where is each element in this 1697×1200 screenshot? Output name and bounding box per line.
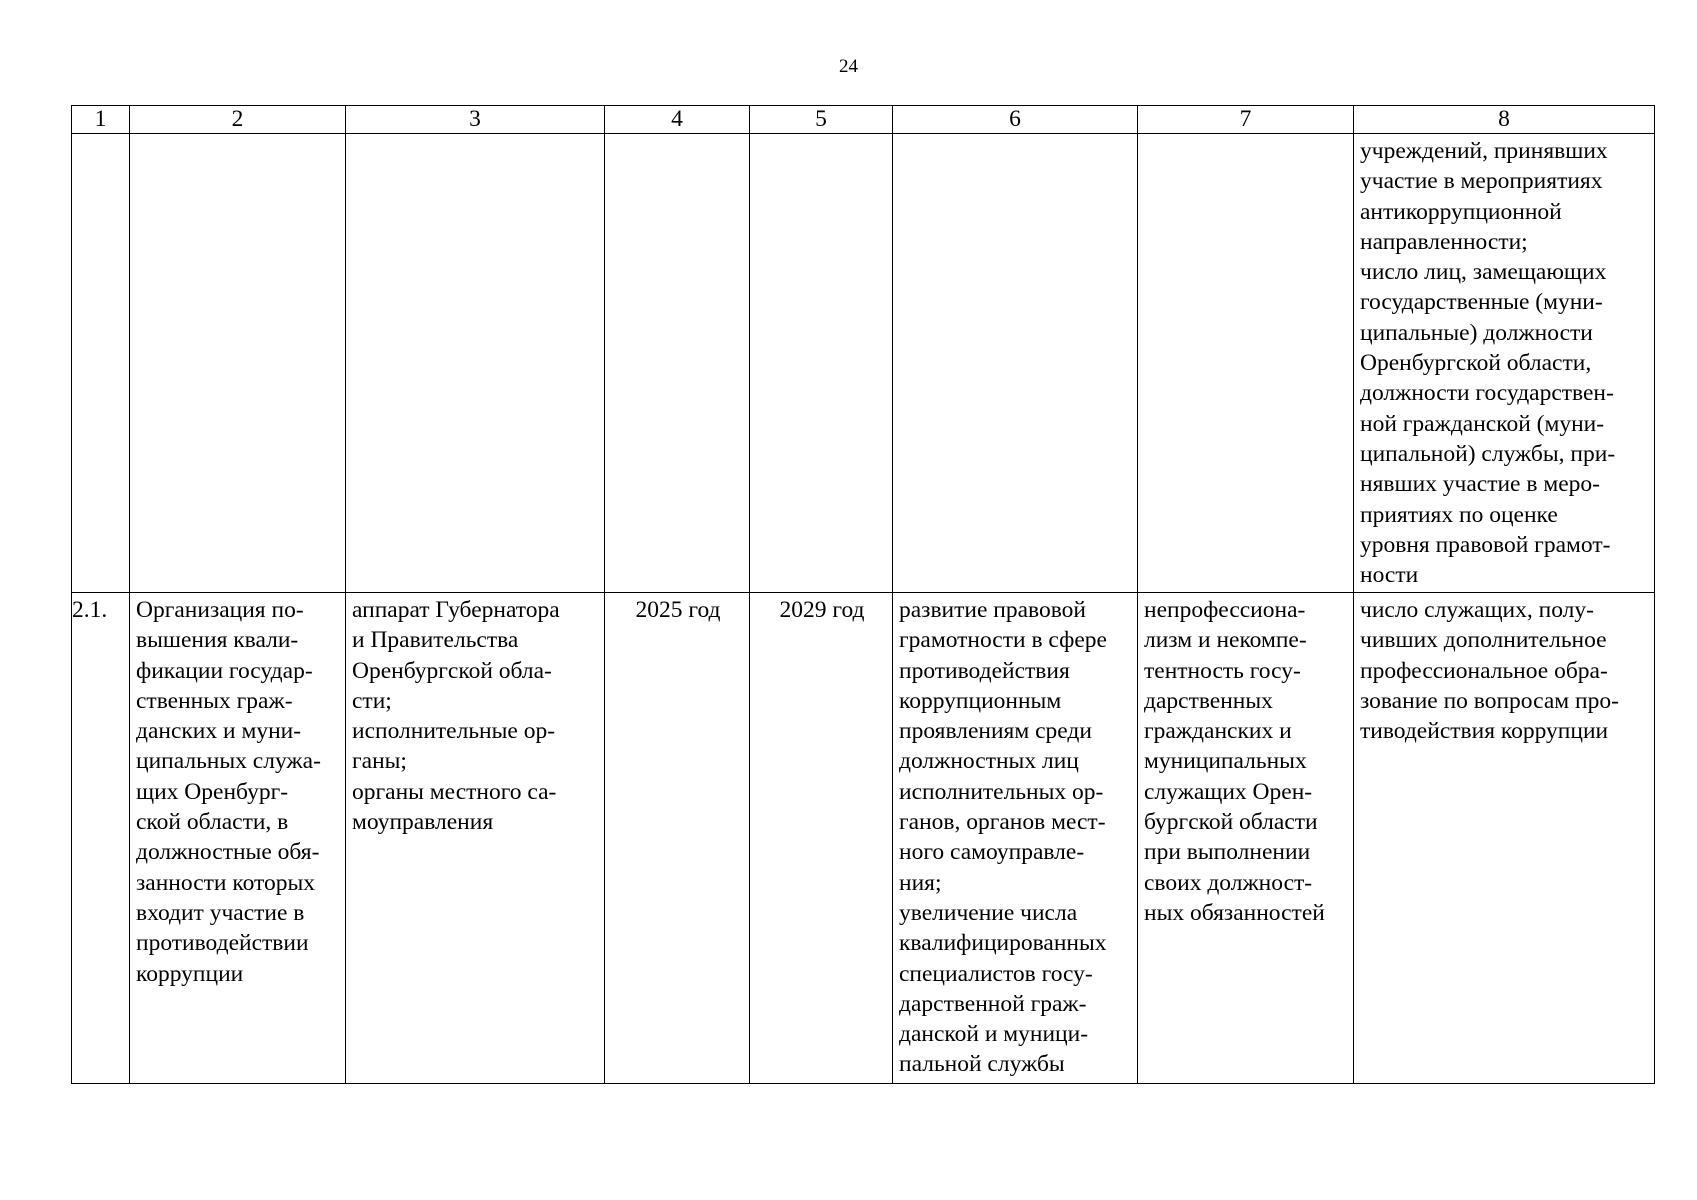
indicator-line: ципальные) должности — [1360, 319, 1593, 346]
result-line: проявлениям среди — [899, 718, 1092, 745]
indicator-line: ной гражданской (муни- — [1360, 410, 1605, 437]
indicator-line: уровня правовой грамот- — [1360, 531, 1611, 558]
measure-name-line: данских и муни- — [136, 718, 302, 745]
cell-empty — [346, 134, 605, 593]
risk-line: дарственных — [1144, 687, 1273, 714]
indicator-line: зование по вопросам про- — [1360, 687, 1619, 714]
indicator-line: участие в мероприятиях — [1360, 168, 1603, 195]
table-row — [72, 134, 1655, 593]
indicator-line: нявших участие в меро- — [1360, 471, 1600, 498]
executor-line: и Правительства — [352, 627, 519, 654]
indicator-line: тиводействия коррупции — [1360, 718, 1609, 745]
measure-name-line: ской области, в — [136, 809, 289, 836]
risk-line: бургской области — [1144, 809, 1318, 836]
risk-line: тентность госу- — [1144, 657, 1301, 684]
measure-name-line: коррупции — [136, 960, 244, 987]
indicator-line: профессиональное обра- — [1360, 657, 1608, 684]
result-line: дарственной граж- — [899, 990, 1087, 1017]
risk-line: при выполнении — [1144, 839, 1311, 866]
risk-line: непрофессиона- — [1144, 597, 1306, 623]
column-number-3: 3 — [346, 106, 605, 134]
indicator-line: направленности; — [1360, 228, 1528, 255]
measure-name-line: должностные обя- — [136, 839, 320, 866]
result-line: коррупционным — [899, 687, 1062, 714]
risk-line: муниципальных — [1144, 748, 1307, 775]
start-year: 2025 год — [605, 593, 750, 1084]
result-line: развитие правовой — [899, 597, 1086, 623]
indicator-line: чивших дополнительное — [1360, 627, 1607, 654]
measure-name-line: входит участие в — [136, 899, 305, 926]
measure-name-line: противодействии — [136, 930, 309, 957]
indicator-line: государственные (муни- — [1360, 289, 1603, 316]
item-number: 2.1. — [72, 593, 130, 1084]
indicator-line: приятиях по оценке — [1360, 501, 1558, 528]
executor-line: сти; — [352, 687, 392, 714]
indicator-line: число лиц, замещающих — [1360, 259, 1607, 286]
risk-line: служащих Орен- — [1144, 778, 1313, 805]
indicator-cell — [1354, 593, 1655, 1084]
column-number-5: 5 — [750, 106, 893, 134]
column-number-6: 6 — [893, 106, 1138, 134]
risk-cell — [1138, 593, 1354, 1084]
result-line: ного самоуправле- — [899, 839, 1085, 866]
indicator-line: ности — [1360, 562, 1419, 589]
measure-name-line: занности которых — [136, 869, 316, 896]
measure-name-line: Организация по- — [136, 597, 304, 623]
executor-line: органы местного са- — [352, 778, 557, 805]
measure-name-line: ципальных служа- — [136, 748, 321, 775]
table-row — [72, 593, 1655, 1084]
indicator-line: Оренбургской области, — [1360, 350, 1592, 377]
measure-name-line: ственных граж- — [136, 687, 293, 714]
column-number-7: 7 — [1138, 106, 1354, 134]
measure-name-line: вышения квали- — [136, 627, 299, 654]
result-line: противодействия — [899, 657, 1070, 684]
result-line: квалифицированных — [899, 930, 1107, 957]
result-line: должностных лиц — [899, 748, 1079, 775]
indicator-line: ципальной) службы, при- — [1360, 440, 1616, 467]
executor-cell — [346, 593, 605, 1084]
column-number-4: 4 — [605, 106, 750, 134]
cell-empty — [750, 134, 893, 593]
measure-name-line: щих Оренбург- — [136, 778, 289, 805]
column-number-2: 2 — [130, 106, 346, 134]
result-line: увеличение числа — [899, 899, 1078, 926]
result-line: грамотности в сфере — [899, 627, 1107, 654]
cell-empty — [893, 134, 1138, 593]
executor-line: Оренбургской обла- — [352, 657, 552, 684]
measure-name-line: фикации государ- — [136, 657, 313, 684]
column-number-1: 1 — [72, 106, 130, 134]
end-year: 2029 год — [750, 593, 893, 1084]
result-line: ния; — [899, 869, 942, 896]
executor-line: исполнительные ор- — [352, 718, 556, 745]
risk-line: гражданских и — [1144, 718, 1292, 745]
result-line: пальной службы — [899, 1051, 1065, 1078]
measures-table — [71, 105, 1655, 1084]
cell-empty — [72, 134, 130, 593]
column-number-8: 8 — [1354, 106, 1655, 134]
executor-line: ганы; — [352, 748, 407, 775]
page-number: 24 — [839, 56, 858, 77]
indicator-line: антикоррупционной — [1360, 198, 1562, 225]
cell-empty — [605, 134, 750, 593]
indicator-line: должности государствен- — [1360, 380, 1614, 407]
result-line: данской и муници- — [899, 1021, 1089, 1048]
result-line: специалистов госу- — [899, 960, 1093, 987]
risk-line: ных обязанностей — [1144, 899, 1325, 926]
cell-empty — [1138, 134, 1354, 593]
risk-line: своих должност- — [1144, 869, 1313, 896]
indicator-line: число служащих, полу- — [1360, 597, 1594, 623]
result-line: исполнительных ор- — [899, 778, 1104, 805]
measure-name-cell — [130, 593, 346, 1084]
executor-line: аппарат Губернатора — [352, 597, 560, 623]
risk-line: лизм и некомпе- — [1144, 627, 1307, 654]
executor-line: моуправления — [352, 809, 494, 836]
indicator-line: учреждений, принявших — [1360, 138, 1608, 164]
indicator-cell — [1354, 134, 1655, 593]
cell-empty — [130, 134, 346, 593]
expected-result-cell — [893, 593, 1138, 1084]
result-line: ганов, органов мест- — [899, 809, 1106, 836]
table-header-row — [72, 106, 1655, 134]
